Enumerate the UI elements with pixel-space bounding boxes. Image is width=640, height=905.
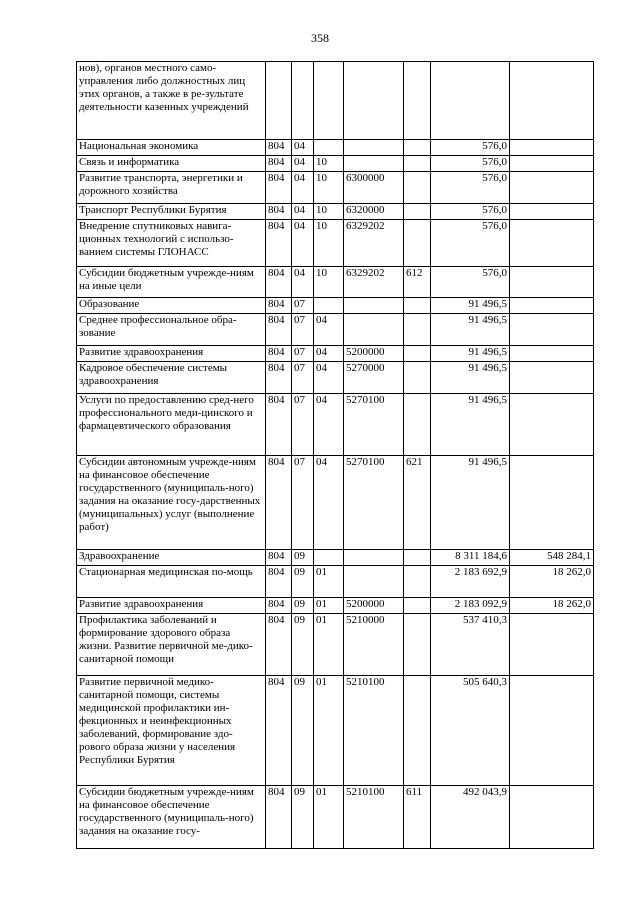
amount-total: 576,0 [431,267,510,298]
subsection-code: 01 [314,566,344,598]
grbs-code: 804 [266,156,292,172]
row-name: Субсидии бюджетным учрежде-ниям на иные цели [77,267,266,298]
grbs-code: 804 [266,346,292,362]
row-name: Субсидии бюджетным учрежде-ниям на финансовое обеспечение государственного (муниципаль-ного) задания на оказание госу- [77,786,266,849]
subsection-code: 10 [314,172,344,204]
amount-total: 537 410,3 [431,614,510,676]
grbs-code: 804 [266,676,292,786]
target-item-code [344,566,404,598]
subsection-code: 10 [314,220,344,267]
amount-subvention [510,676,594,786]
section-code: 07 [292,394,314,456]
amount-subvention [510,298,594,314]
section-code: 09 [292,786,314,849]
grbs-code: 804 [266,204,292,220]
section-code [292,62,314,140]
section-code: 09 [292,598,314,614]
amount-subvention [510,456,594,550]
amount-total: 91 496,5 [431,456,510,550]
row-name: Среднее профессиональное обра-зование [77,314,266,346]
budget-table [76,61,594,849]
amount-subvention [510,786,594,849]
row-name: Внедрение спутниковых навига-ционных технологий с использо-ванием системы ГЛОНАСС [77,220,266,267]
amount-total: 91 496,5 [431,314,510,346]
subsection-code: 04 [314,456,344,550]
grbs-code: 804 [266,786,292,849]
amount-subvention [510,614,594,676]
section-code: 04 [292,172,314,204]
grbs-code: 804 [266,394,292,456]
grbs-code: 804 [266,172,292,204]
target-item-code: 5200000 [344,598,404,614]
subsection-code: 04 [314,394,344,456]
subsection-code [314,298,344,314]
subsection-code: 10 [314,156,344,172]
row-name: Профилактика заболеваний и формирование здорового образа жизни. Развитие первичной ме-дико-санитарной помощи [77,614,266,676]
amount-subvention [510,346,594,362]
subsection-code: 01 [314,598,344,614]
amount-subvention [510,362,594,394]
row-name: Стационарная медицинская по-мощь [77,566,266,598]
amount-total: 91 496,5 [431,298,510,314]
section-code: 07 [292,346,314,362]
expense-type-code [404,566,431,598]
amount-subvention: 18 262,0 [510,598,594,614]
expense-type-code [404,550,431,566]
row-name: нов), органов местного само-управления либо должностных лиц этих органов, а также в ре-зультате деятельности казенных учреждений [77,62,266,140]
amount-subvention: 548 284,1 [510,550,594,566]
target-item-code: 6329202 [344,220,404,267]
row-name: Национальная экономика [77,140,266,156]
grbs-code: 804 [266,566,292,598]
expense-type-code [404,598,431,614]
subsection-code [314,550,344,566]
section-code: 04 [292,140,314,156]
amount-subvention [510,62,594,140]
table-row [77,346,594,362]
amount-subvention [510,267,594,298]
target-item-code: 5200000 [344,346,404,362]
expense-type-code [404,362,431,394]
amount-subvention [510,172,594,204]
expense-type-code [404,172,431,204]
table-row [77,566,594,598]
table-row [77,267,594,298]
amount-total: 576,0 [431,156,510,172]
amount-subvention [510,156,594,172]
target-item-code: 6329202 [344,267,404,298]
row-name: Развитие первичной медико-санитарной помощи, системы медицинской профилактики ин-фекционных и неинфекционных заболеваний, формирование здо-рового образа жизни у населения Республики Бурятия [77,676,266,786]
section-code: 09 [292,676,314,786]
section-code: 04 [292,267,314,298]
subsection-code: 10 [314,267,344,298]
target-item-code: 6300000 [344,172,404,204]
section-code: 04 [292,220,314,267]
section-code: 09 [292,550,314,566]
grbs-code: 804 [266,456,292,550]
expense-type-code: 612 [404,267,431,298]
table-row [77,550,594,566]
target-item-code: 5270100 [344,394,404,456]
section-code: 07 [292,362,314,394]
amount-total: 8 311 184,6 [431,550,510,566]
expense-type-code: 621 [404,456,431,550]
section-code: 04 [292,204,314,220]
row-name: Кадровое обеспечение системы здравоохранения [77,362,266,394]
subsection-code: 10 [314,204,344,220]
amount-subvention [510,204,594,220]
row-name: Развитие здравоохранения [77,598,266,614]
amount-total: 576,0 [431,140,510,156]
section-code: 09 [292,614,314,676]
table-row [77,456,594,550]
target-item-code: 5210100 [344,676,404,786]
row-name: Связь и информатика [77,156,266,172]
amount-total: 91 496,5 [431,362,510,394]
target-item-code [344,550,404,566]
amount-total: 492 043,9 [431,786,510,849]
table-row [77,204,594,220]
expense-type-code [404,676,431,786]
expense-type-code [404,156,431,172]
row-name: Образование [77,298,266,314]
amount-total [431,62,510,140]
amount-subvention: 18 262,0 [510,566,594,598]
target-item-code [344,62,404,140]
subsection-code: 01 [314,786,344,849]
subsection-code: 01 [314,676,344,786]
amount-subvention [510,314,594,346]
amount-total: 576,0 [431,220,510,267]
amount-subvention [510,140,594,156]
grbs-code: 804 [266,314,292,346]
target-item-code: 5270100 [344,456,404,550]
grbs-code: 804 [266,598,292,614]
expense-type-code [404,314,431,346]
table-row [77,394,594,456]
section-code: 07 [292,314,314,346]
amount-total: 576,0 [431,172,510,204]
table-row [77,140,594,156]
target-item-code [344,314,404,346]
amount-total: 91 496,5 [431,346,510,362]
table-row [77,62,594,140]
expense-type-code: 611 [404,786,431,849]
grbs-code: 804 [266,298,292,314]
row-name: Развитие здравоохранения [77,346,266,362]
subsection-code: 04 [314,314,344,346]
grbs-code: 804 [266,220,292,267]
amount-total: 2 183 092,9 [431,598,510,614]
expense-type-code [404,298,431,314]
target-item-code: 5210000 [344,614,404,676]
expense-type-code [404,614,431,676]
amount-total: 91 496,5 [431,394,510,456]
target-item-code [344,298,404,314]
expense-type-code [404,346,431,362]
amount-subvention [510,220,594,267]
table-row [77,786,594,849]
amount-total: 576,0 [431,204,510,220]
table-row [77,314,594,346]
row-name: Транспорт Республики Бурятия [77,204,266,220]
expense-type-code [404,394,431,456]
table-row [77,156,594,172]
table-row [77,598,594,614]
row-name: Здравоохранение [77,550,266,566]
row-name: Развитие транспорта, энергетики и дорожного хозяйства [77,172,266,204]
subsection-code [314,140,344,156]
grbs-code: 804 [266,614,292,676]
row-name: Услуги по предоставлению сред-него профессионального меди-цинского и фармацевтического образования [77,394,266,456]
grbs-code: 804 [266,362,292,394]
subsection-code [314,62,344,140]
table-row [77,298,594,314]
target-item-code [344,140,404,156]
table-row [77,362,594,394]
table-row [77,220,594,267]
table-row [77,172,594,204]
target-item-code: 6320000 [344,204,404,220]
target-item-code [344,156,404,172]
grbs-code: 804 [266,267,292,298]
section-code: 07 [292,456,314,550]
expense-type-code [404,62,431,140]
target-item-code: 5210100 [344,786,404,849]
table-row [77,614,594,676]
amount-subvention [510,394,594,456]
section-code: 04 [292,156,314,172]
target-item-code: 5270000 [344,362,404,394]
subsection-code: 04 [314,362,344,394]
subsection-code: 01 [314,614,344,676]
subsection-code: 04 [314,346,344,362]
amount-total: 2 183 692,9 [431,566,510,598]
expense-type-code [404,140,431,156]
grbs-code: 804 [266,140,292,156]
row-name: Субсидии автономным учрежде-ниям на финансовое обеспечение государственного (муниципаль-ного) задания на оказание госу-дарственных (муниципальных) услуг (выполнение работ) [77,456,266,550]
grbs-code [266,62,292,140]
expense-type-code [404,220,431,267]
expense-type-code [404,204,431,220]
grbs-code: 804 [266,550,292,566]
amount-total: 505 640,3 [431,676,510,786]
page-number: 358 [311,31,329,45]
section-code: 07 [292,298,314,314]
section-code: 09 [292,566,314,598]
table-row [77,676,594,786]
